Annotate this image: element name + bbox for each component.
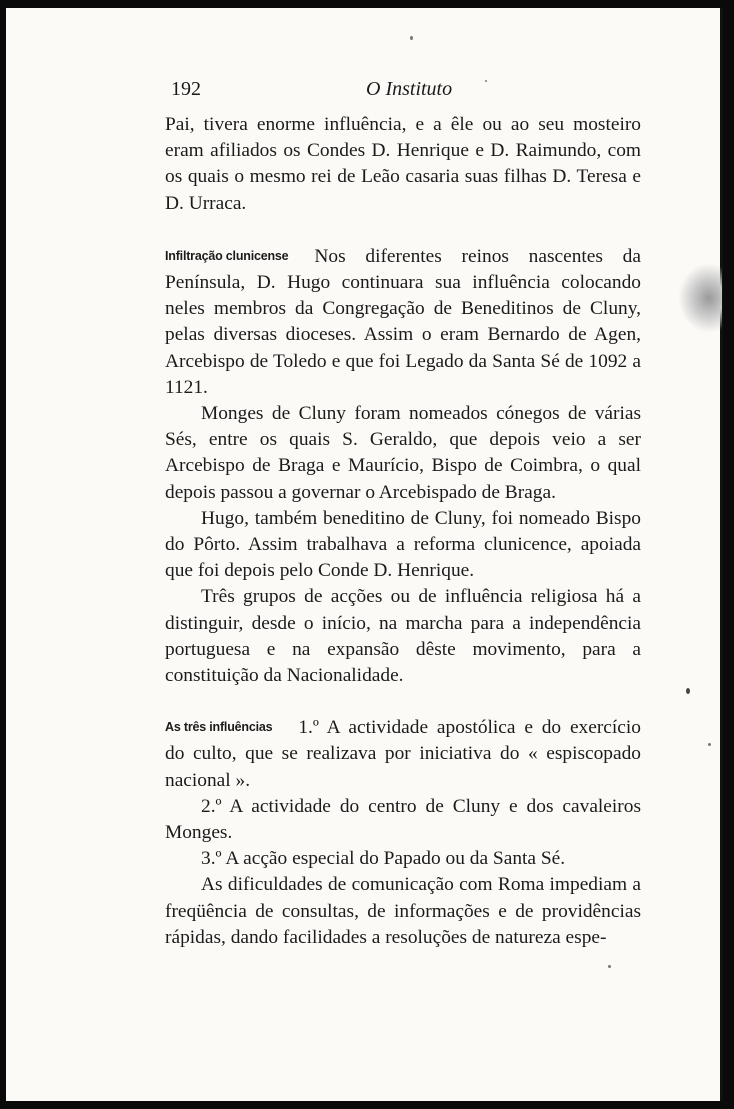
paragraph <box>165 794 641 846</box>
paragraph-text: 2.º A actividade do centro de Cluny e dos cavaleiros Monges. <box>165 795 641 844</box>
paragraph <box>165 846 641 872</box>
paragraph <box>165 112 641 217</box>
ink-smudge <box>678 263 722 333</box>
paragraph <box>165 872 641 951</box>
paragraph-text: Nos diferentes reinos nascentes da Península, D. Hugo continuara sua influência colocando neles membros da Congregação de Beneditinos de Cluny, pelas diversas dioceses. Assim o eram Bernardo de Agen, Arcebispo de Toledo e que foi Legado da Santa Sé de 1092 a 1121. <box>165 245 641 398</box>
paragraph-text: Três grupos de acções ou de influência religiosa há a distinguir, desde o início, na marcha para a independência portuguesa e na expansão dêste movimento, para a constituição da Nacionalidade. <box>165 586 641 687</box>
page-header <box>171 78 601 104</box>
ink-speck <box>485 80 487 82</box>
ink-speck <box>608 965 611 968</box>
book-page <box>6 8 723 1101</box>
paragraph-text: Monges de Cluny foram nomeados cónegos de várias Sés, entre os quais S. Geraldo, que depois veio a ser Arcebispo de Braga e Maurício, Bispo de Coimbra, o qual depois passou a governar o Arcebispado de Braga. <box>165 403 641 503</box>
paragraph <box>165 584 641 689</box>
paragraph <box>165 714 641 794</box>
page-number: 192 <box>171 78 201 100</box>
paragraph-text: Pai, tivera enorme influência, e a êle ou ao seu mosteiro eram afiliados os Condes D. Henrique e D. Raimundo, com os quais o mesmo rei de Leão casaria suas filhas D. Teresa e D. Urraca. <box>165 114 641 214</box>
paragraph <box>165 506 641 585</box>
paragraph <box>165 401 641 506</box>
sidenote: As três influências <box>165 720 273 735</box>
paragraph-text: 3.º A acção especial do Papado ou da Santa Sé. <box>201 848 566 870</box>
paragraph-text: 1.º A actividade apostólica e do exercício do culto, que se realizava por iniciativa do « espiscopado nacional ». <box>165 717 641 791</box>
paragraph-text: As dificuldades de comunicação com Roma impediam a freqüência de consultas, de informações e de providências rápidas, dando facilidades a resoluções de natureza espe- <box>165 874 641 948</box>
running-title: O Instituto <box>366 78 453 100</box>
ink-speck <box>410 36 413 40</box>
paragraph <box>165 243 641 401</box>
paragraph-text: Hugo, também beneditino de Cluny, foi nomeado Bispo do Pôrto. Assim trabalhava a reforma clunicence, apoiada que foi depois pelo Conde D. Henrique. <box>165 507 641 582</box>
sidenote: Infiltração clunicense <box>165 248 289 263</box>
body-text <box>165 112 641 951</box>
ink-speck <box>708 743 711 746</box>
ink-speck <box>686 688 690 694</box>
